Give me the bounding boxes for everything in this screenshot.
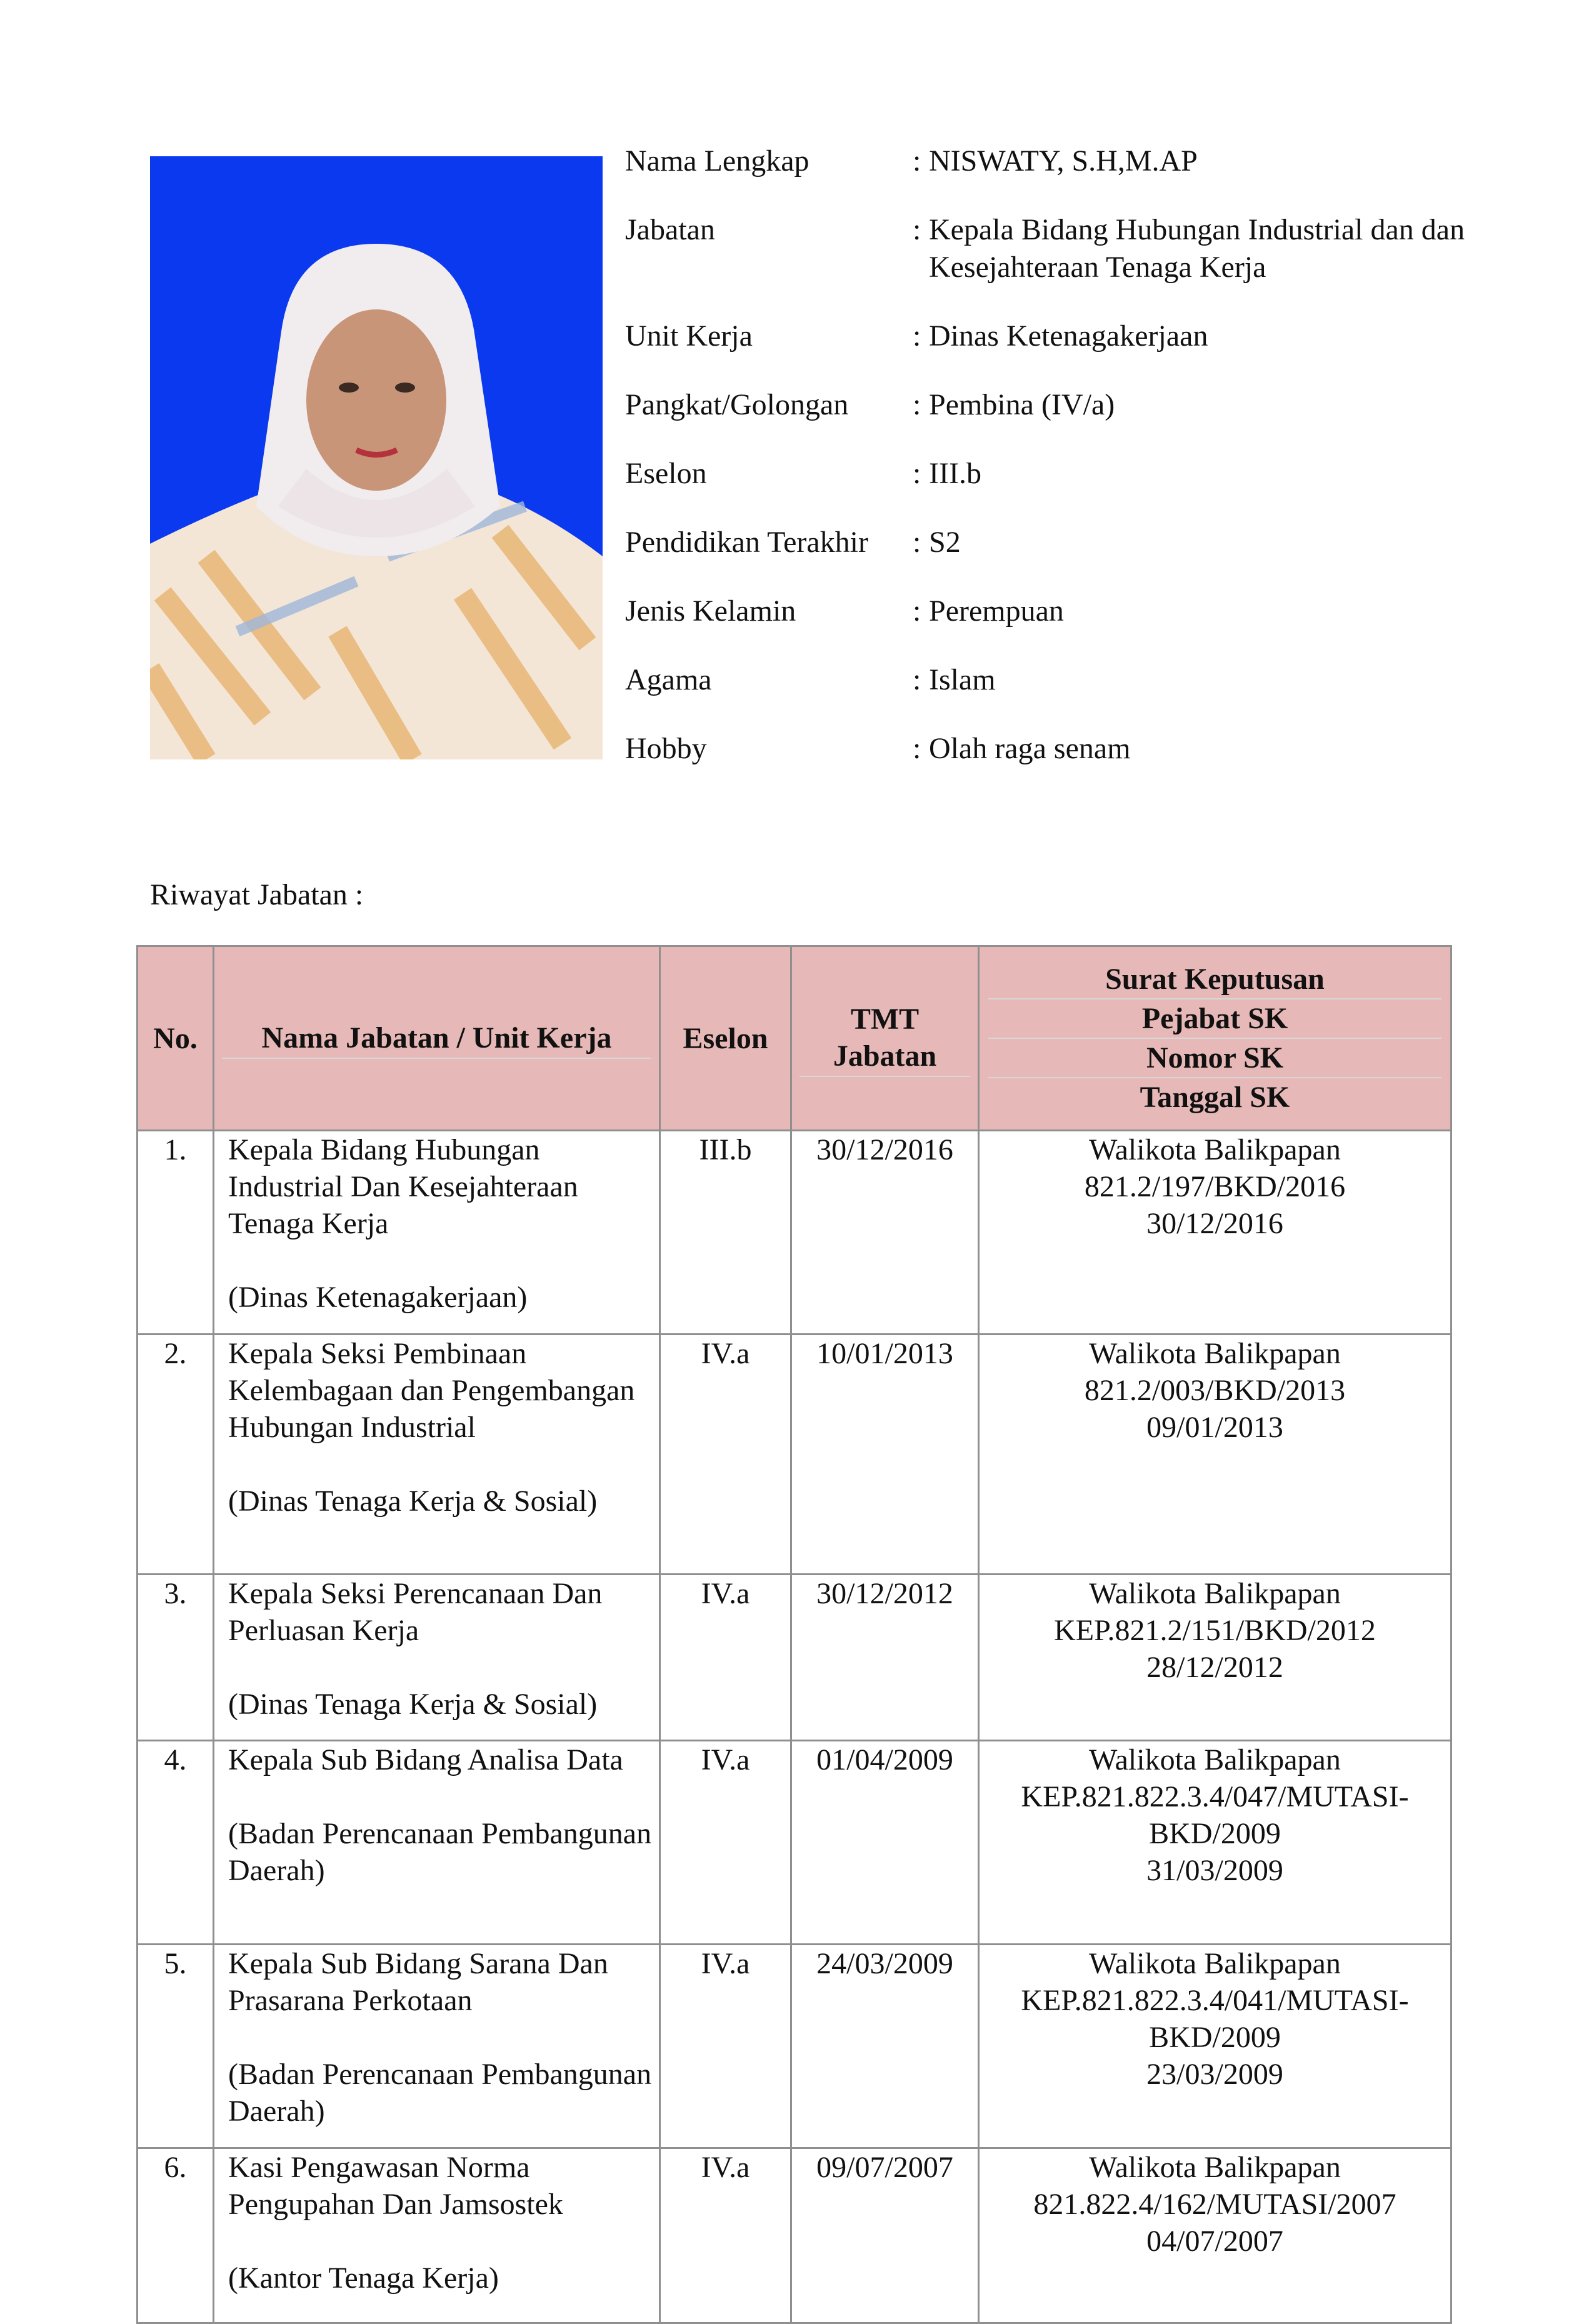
info-value: : Islam [913, 663, 996, 696]
riwayat-jabatan-title: Riwayat Jabatan : [150, 878, 364, 911]
row-no: 4. [138, 1741, 214, 1945]
row-jabatan: Kepala Seksi Perencanaan Dan Perluasan Kerja (Dinas Tenaga Kerja & Sosial) [214, 1575, 660, 1741]
row-no: 1. [138, 1131, 214, 1335]
info-row-jenis-kelamin [625, 593, 1488, 661]
info-row-pangkat [625, 386, 1488, 455]
row-eselon: IV.a [660, 1741, 791, 1945]
row-eselon: III.b [660, 1131, 791, 1335]
info-row-eselon [625, 455, 1488, 524]
table-row [138, 1131, 1451, 1335]
info-label: Eselon [625, 457, 707, 490]
row-eselon: IV.a [660, 1945, 791, 2148]
header-tmt-jabatan: TMT Jabatan [791, 946, 979, 1131]
info-value: : Dinas Ketenagakerjaan [913, 319, 1208, 353]
row-tmt: 30/12/2012 [791, 1575, 979, 1741]
header-surat-keputusan: Surat Keputusan Pejabat SK Nomor SK Tanggal SK [979, 946, 1451, 1131]
row-tmt: 24/03/2009 [791, 1945, 979, 2148]
row-tmt: 01/04/2009 [791, 1741, 979, 1945]
row-jabatan: Kepala Sub Bidang Analisa Data (Badan Perencanaan Pembangunan Daerah) [214, 1741, 660, 1945]
row-sk: Walikota Balikpapan 821.822.4/162/MUTASI/2007 04/07/2007 [979, 2148, 1451, 2323]
info-value: : NISWATY, S.H,M.AP [913, 144, 1198, 178]
row-no: 5. [138, 1945, 214, 2148]
info-value: : Pembina (IV/a) [913, 388, 1115, 421]
row-tmt: 10/01/2013 [791, 1335, 979, 1575]
table-header-row [138, 946, 1451, 1131]
info-row-jabatan [625, 211, 1488, 318]
info-row-agama [625, 661, 1488, 730]
row-no: 3. [138, 1575, 214, 1741]
info-label: Unit Kerja [625, 319, 753, 353]
table-row [138, 1945, 1451, 2148]
profile-photo [150, 156, 603, 759]
info-label: Pangkat/Golongan [625, 388, 849, 421]
info-value: : Kepala Bidang Hubungan Industrial dan dan Kesejahteraan Tenaga Kerja [913, 213, 1465, 284]
row-sk: Walikota Balikpapan 821.2/197/BKD/2016 30/12/2016 [979, 1131, 1451, 1335]
row-tmt: 09/07/2007 [791, 2148, 979, 2323]
info-value: : III.b [913, 457, 981, 490]
info-label: Jenis Kelamin [625, 594, 796, 628]
row-jabatan: Kepala Sub Bidang Sarana Dan Prasarana Perkotaan (Badan Perencanaan Pembangunan Daerah) [214, 1945, 660, 2148]
row-sk: Walikota Balikpapan KEP.821.822.3.4/047/MUTASI-BKD/2009 31/03/2009 [979, 1741, 1451, 1945]
header-no: No. [138, 946, 214, 1131]
row-jabatan: Kasi Pengawasan Norma Pengupahan Dan Jamsostek (Kantor Tenaga Kerja) [214, 2148, 660, 2323]
header-eselon: Eselon [660, 946, 791, 1131]
info-row-nama [625, 143, 1488, 211]
table-row [138, 1575, 1451, 1741]
info-row-pendidikan [625, 524, 1488, 593]
info-row-unit-kerja [625, 318, 1488, 386]
info-value: : Olah raga senam [913, 732, 1131, 765]
portrait-illustration [150, 156, 603, 759]
table-row [138, 2148, 1451, 2323]
row-no: 6. [138, 2148, 214, 2323]
info-label: Pendidikan Terakhir [625, 526, 868, 559]
info-value: : S2 [913, 526, 961, 559]
info-label: Jabatan [625, 213, 715, 246]
table-row [138, 1335, 1451, 1575]
row-eselon: IV.a [660, 1335, 791, 1575]
row-tmt: 30/12/2016 [791, 1131, 979, 1335]
info-label: Nama Lengkap [625, 144, 810, 178]
row-no: 2. [138, 1335, 214, 1575]
row-sk: Walikota Balikpapan 821.2/003/BKD/2013 09/01/2013 [979, 1335, 1451, 1575]
riwayat-jabatan-table [136, 945, 1452, 2324]
row-jabatan: Kepala Bidang Hubungan Industrial Dan Kesejahteraan Tenaga Kerja (Dinas Ketenagakerjaan) [214, 1131, 660, 1335]
row-jabatan: Kepala Seksi Pembinaan Kelembagaan dan Pengembangan Hubungan Industrial (Dinas Tenaga Kerja & Sosial) [214, 1335, 660, 1575]
row-eselon: IV.a [660, 1575, 791, 1741]
info-label: Hobby [625, 732, 707, 765]
row-sk: Walikota Balikpapan KEP.821.2/151/BKD/2012 28/12/2012 [979, 1575, 1451, 1741]
info-row-hobby [625, 730, 1488, 799]
table-row [138, 1741, 1451, 1945]
row-sk: Walikota Balikpapan KEP.821.822.3.4/041/MUTASI-BKD/2009 23/03/2009 [979, 1945, 1451, 2148]
row-eselon: IV.a [660, 2148, 791, 2323]
profile-info [625, 143, 1488, 799]
header-nama-jabatan: Nama Jabatan / Unit Kerja [214, 946, 660, 1131]
info-label: Agama [625, 663, 712, 696]
info-value: : Perempuan [913, 594, 1064, 628]
